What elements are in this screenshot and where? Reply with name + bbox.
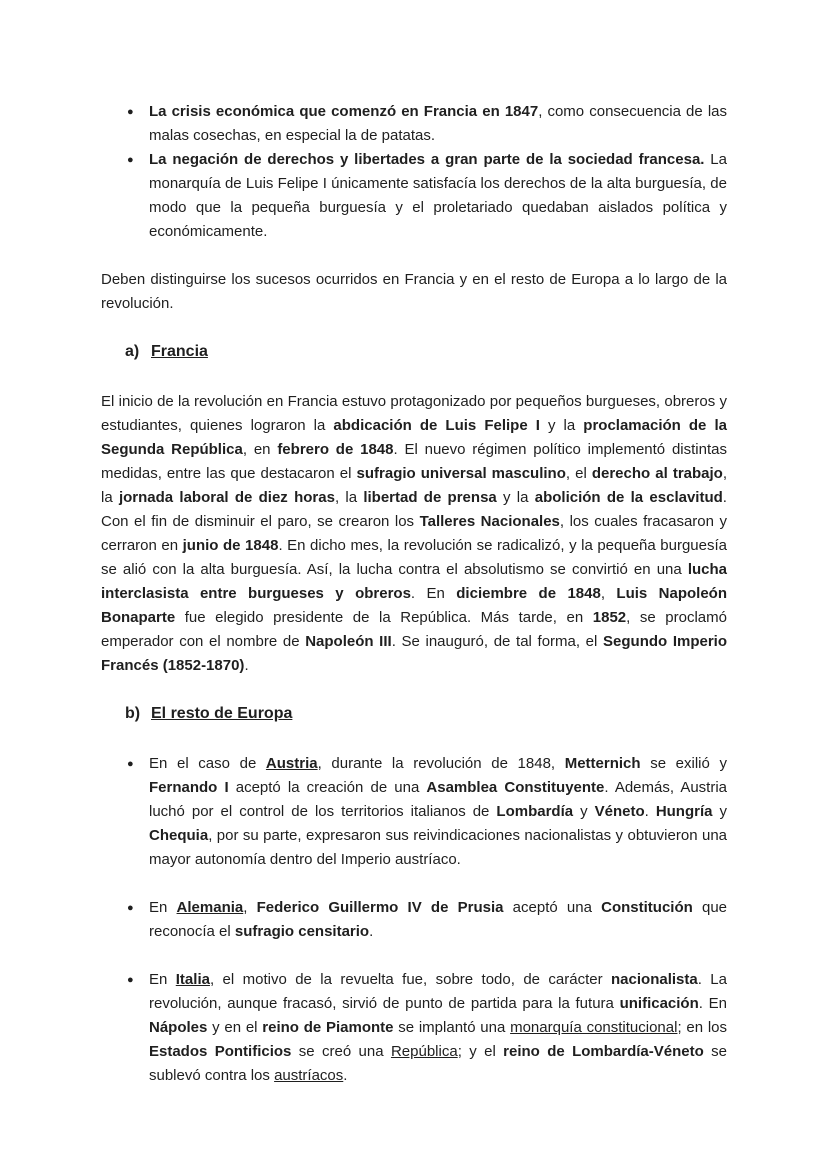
list-item-alemania: ● En Alemania, Federico Guillermo IV de Prusia aceptó una Constitución que reconocía el sufragio censitario.: [101, 896, 727, 944]
section-heading-francia: a) Francia: [125, 343, 208, 360]
document-page: [101, 100, 727, 1088]
section-heading-resto-europa: b) El resto de Europa: [125, 705, 293, 722]
list-item: ● La crisis económica que comenzó en Francia en 1847, como consecuencia de las malas cosechas, en especial la de patatas.: [101, 100, 727, 148]
list-item-austria: ● En el caso de Austria, durante la revolución de 1848, Metternich se exilió y Fernando I aceptó la creación de una Asamblea Constituyente. Además, Austria luchó por el control de los territorios italianos de Lombardía y Véneto. Hungría y Chequia, por su parte, expresaron sus reivindicaciones nacionalistas y obtuvieron una mayor autonomía dentro del Imperio austríaco.: [101, 752, 727, 872]
francia-paragraph: El inicio de la revolución en Francia estuvo protagonizado por pequeños burgueses, obreros y estudiantes, quienes lograron la abdicación de Luis Felipe I y la proclamación de la Segunda República, en febrero de 1848. El nuevo régimen político implementó distintas medidas, entre las que destacaron el sufragio universal masculino, el derecho al trabajo, la jornada laboral de diez horas, la libertad de prensa y la abolición de la esclavitud. Con el fin de disminuir el paro, se crearon los Talleres Nacionales, los cuales fracasaron y cerraron en junio de 1848. En dicho mes, la revolución se radicalizó, y la pequeña burguesía se alió con la alta burguesía. Así, la lucha contra el absolutismo se convirtió en una lucha interclasista entre burgueses y obreros. En diciembre de 1848, Luis Napoleón Bonaparte fue elegido presidente de la República. Más tarde, en 1852, se proclamó emperador con el nombre de Napoleón III. Se inauguró, de tal forma, el Segundo Imperio Francés (1852-1870).: [101, 393, 728, 674]
distinguish-paragraph: Deben distinguirse los sucesos ocurridos en Francia y en el resto de Europa a lo largo de la revolución.: [101, 271, 727, 312]
intro-bullet-list: [101, 100, 727, 244]
list-item-italia: ● En Italia, el motivo de la revuelta fue, sobre todo, de carácter nacionalista. La revolución, aunque fracasó, sirvió de punto de partida para la futura unificación. En Nápoles y en el reino de Piamonte se implantó una monarquía constitucional; en los Estados Pontificios se creó una República; y el reino de Lombardía-Véneto se sublevó contra los austríacos.: [101, 968, 727, 1088]
europe-bullet-list: [101, 752, 727, 1088]
list-item: ● La negación de derechos y libertades a gran parte de la sociedad francesa. La monarquía de Luis Felipe I únicamente satisfacía los derechos de la alta burguesía, de modo que la pequeña burguesía y el proletariado quedaban aislados política y económicamente.: [101, 148, 727, 244]
